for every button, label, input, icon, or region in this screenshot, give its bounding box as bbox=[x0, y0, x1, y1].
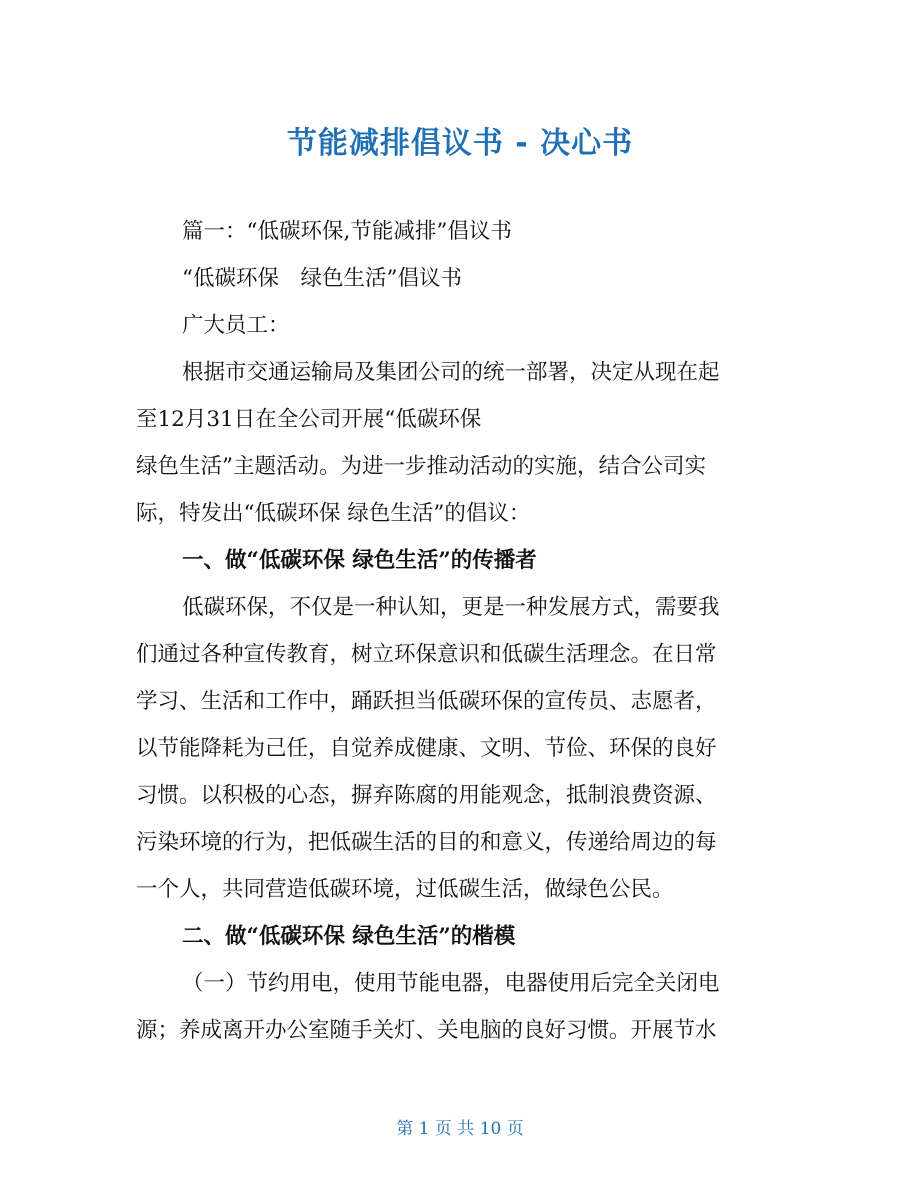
paragraph-line: （一）节约用电，使用节能电器，电器使用后完全关闭电 bbox=[182, 971, 720, 996]
paragraph-line: 一个人，共同营造低碳环境，过低碳生活，做绿色公民。 bbox=[136, 877, 674, 902]
paragraph-line: 绿色生活”主题活动。为进一步推动活动的实施，结合公司实 bbox=[136, 454, 706, 479]
paragraph-line: 学习、生活和工作中，踊跃担当低碳环保的宣传员、志愿者， bbox=[136, 689, 717, 714]
paragraph-line: 根据市交通运输局及集团公司的统一部署，决定从现在起 bbox=[182, 360, 720, 385]
paragraph-line: 至12月31日在全公司开展“低碳环保 bbox=[136, 407, 482, 432]
page-footer: 第 1 页 共 10 页 bbox=[396, 1119, 524, 1139]
salutation: 广大员工： bbox=[182, 313, 290, 338]
section-heading: 篇一：“低碳环保,节能减排”倡议书 bbox=[182, 219, 512, 244]
paragraph-line: 习惯。以积极的心态，摒弃陈腐的用能观念，抵制浪费资源、 bbox=[136, 783, 717, 808]
paragraph-line: 际，特发出“低碳环保 绿色生活”的倡议： bbox=[136, 501, 531, 526]
document-title: 节能减排倡议书 - 决心书 bbox=[286, 126, 634, 161]
paragraph-line: 源；养成离开办公室随手关灯、关电脑的良好习惯。开展节水 bbox=[136, 1018, 717, 1043]
paragraph-line: 们通过各种宣传教育，树立环保意识和低碳生活理念。在日常 bbox=[136, 642, 717, 667]
paragraph-line: 污染环境的行为，把低碳生活的目的和意义，传递给周边的每 bbox=[136, 830, 717, 855]
proposal-title: “低碳环保 绿色生活”倡议书 bbox=[182, 266, 462, 291]
paragraph-line: 以节能降耗为己任，自觉养成健康、文明、节俭、环保的良好 bbox=[136, 736, 717, 761]
subheading-1: 一、做“低碳环保 绿色生活”的传播者 bbox=[182, 548, 537, 573]
paragraph-line: 低碳环保，不仅是一种认知，更是一种发展方式，需要我 bbox=[182, 595, 720, 620]
subheading-2: 二、做“低碳环保 绿色生活”的楷模 bbox=[182, 924, 516, 949]
